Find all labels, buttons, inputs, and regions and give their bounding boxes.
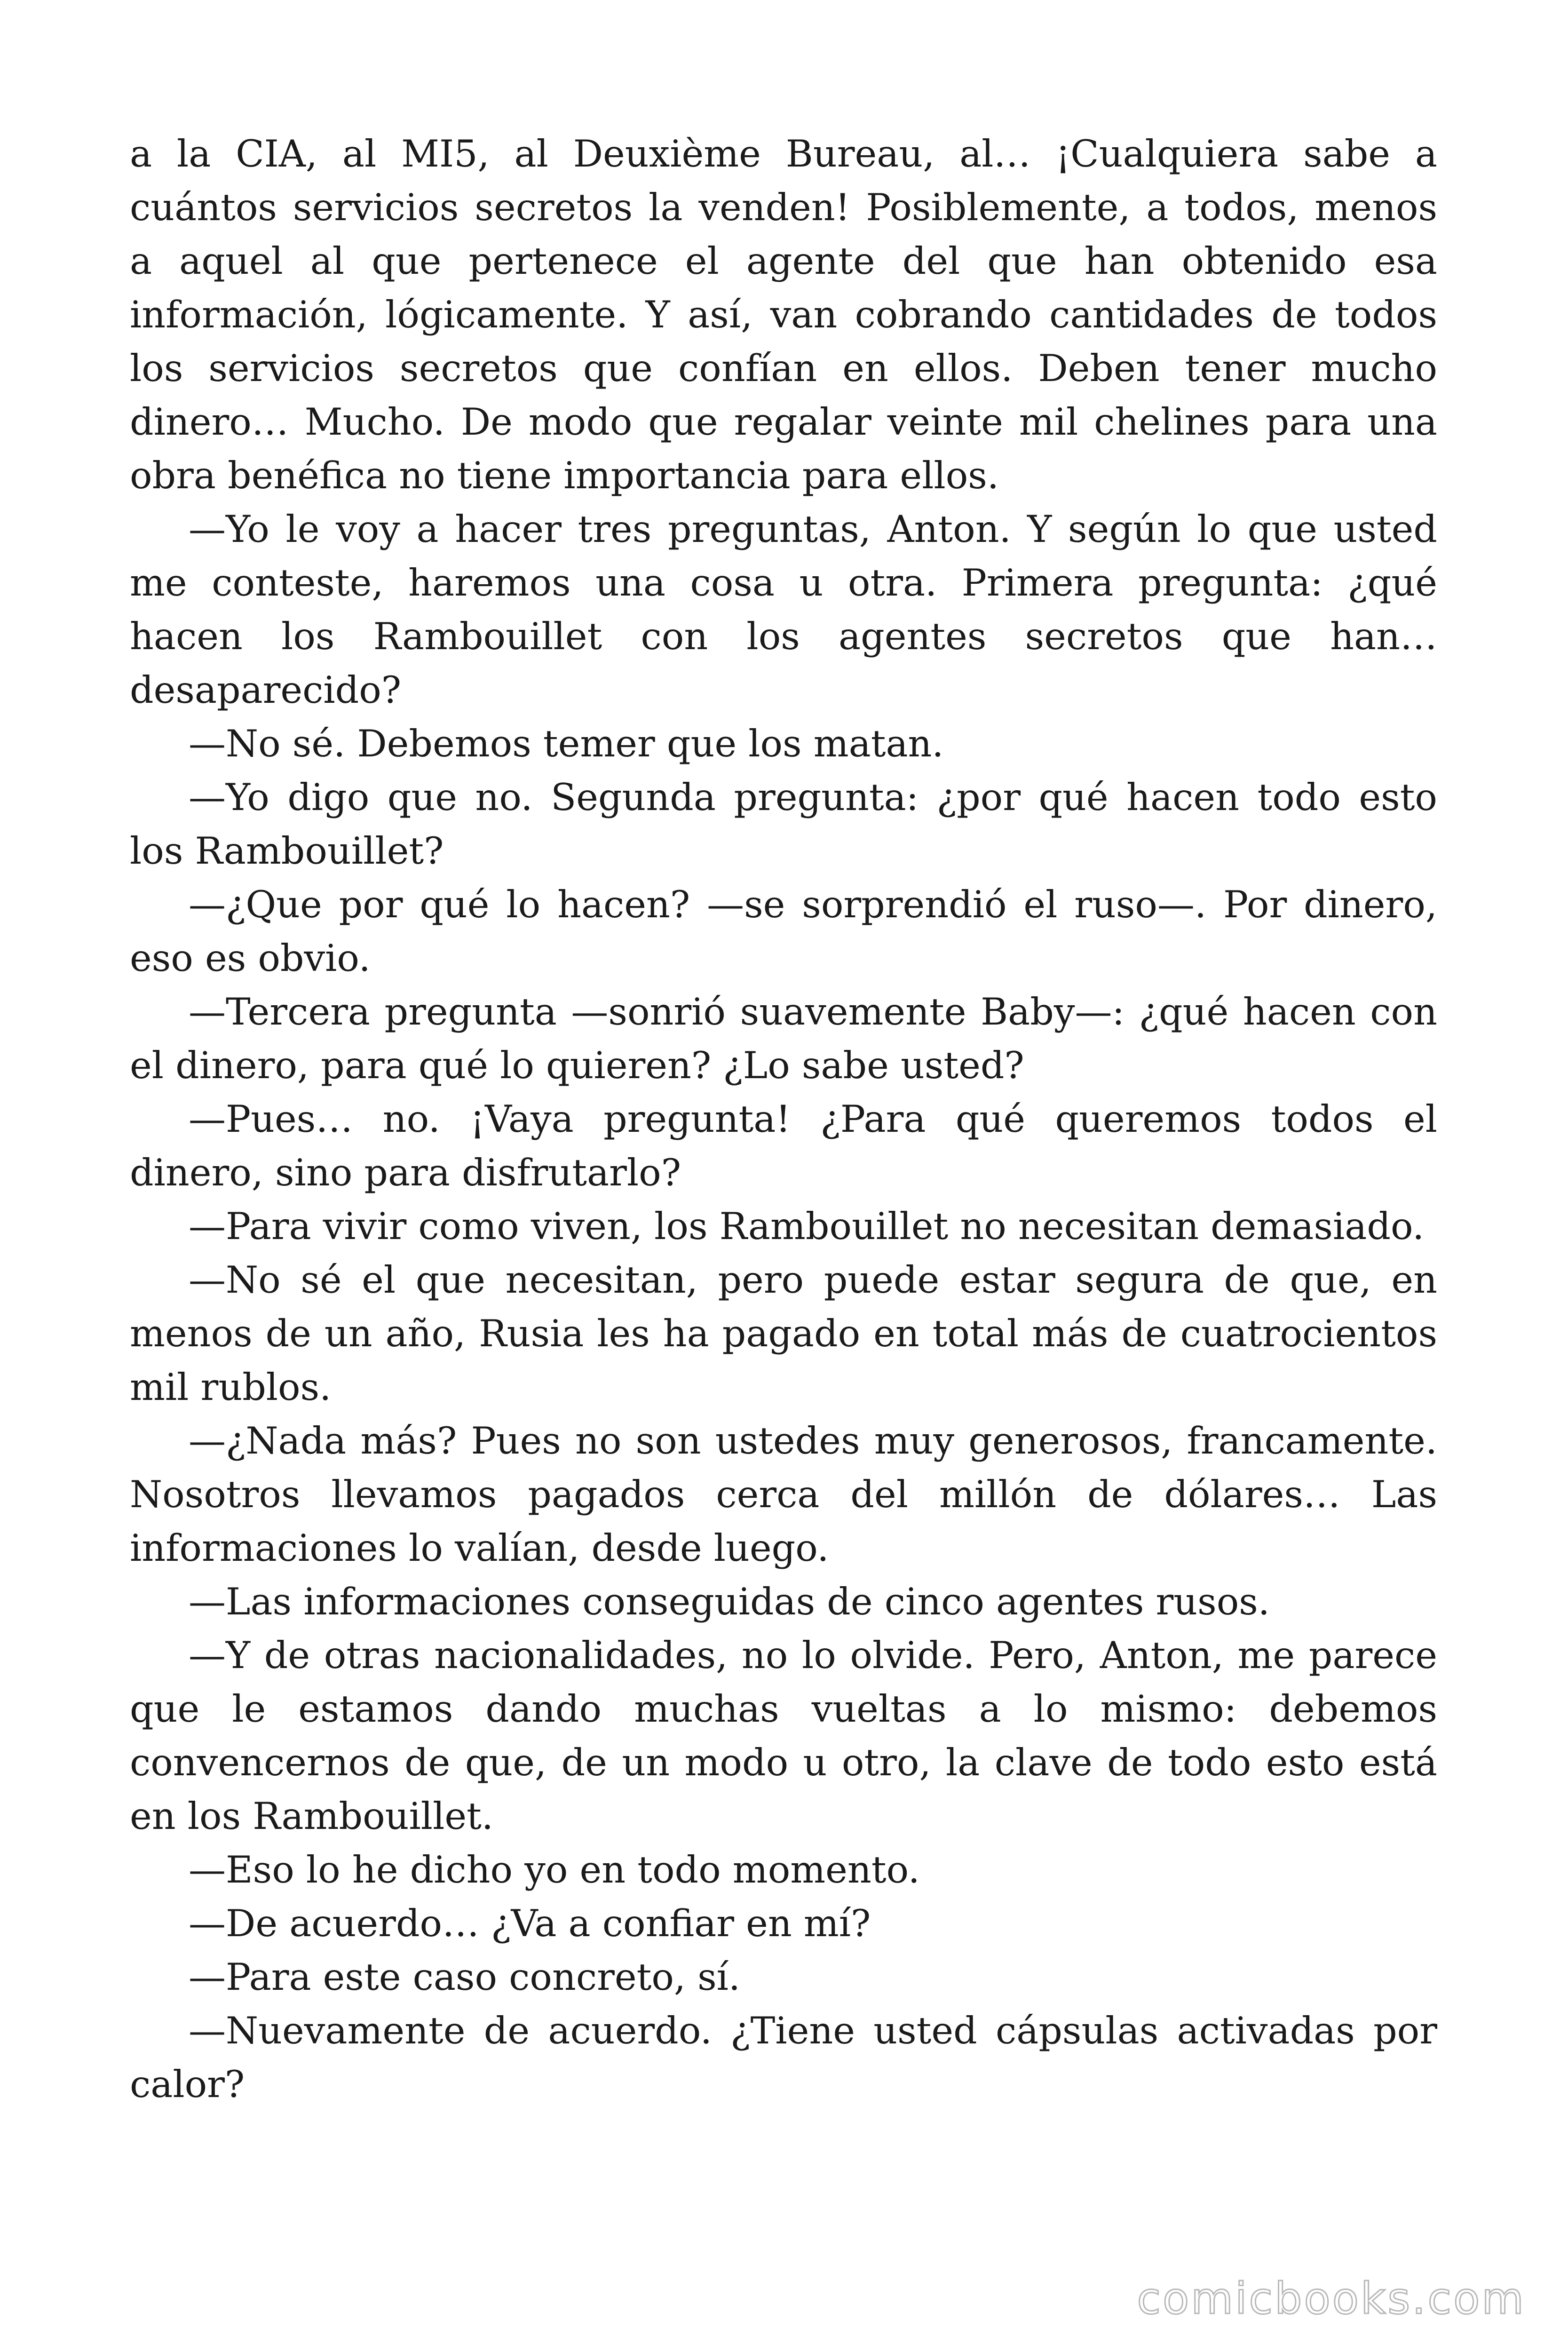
paragraph: —¿Que por qué lo hacen? —se sorprendió el ruso—. Por dinero, eso es obvio. <box>130 883 1437 980</box>
paragraph: —Yo le voy a hacer tres preguntas, Anton. Y según lo que usted me conteste, haremos una cosa u otra. Primera pregunta: ¿qué hacen los Rambouillet con los agentes secretos que han… desaparecido? <box>130 508 1437 712</box>
paragraph: —Eso lo he dicho yo en todo momento. <box>189 1848 920 1891</box>
paragraph: —Pues… no. ¡Vaya pregunta! ¿Para qué queremos todos el dinero, sino para disfrutarlo? <box>130 1097 1437 1194</box>
paragraph: —Y de otras nacionalidades, no lo olvide. Pero, Anton, me parece que le estamos dando muchas vueltas a lo mismo: debemos convencernos de que, de un modo u otro, la clave de todo esto está en los Rambouillet. <box>130 1634 1437 1838</box>
paragraph: —Las informaciones conseguidas de cinco agentes rusos. <box>189 1580 1270 1623</box>
paragraph: —No sé el que necesitan, pero puede estar segura de que, en menos de un año, Rusia les ha pagado en total más de cuatrocientos mil rublos. <box>130 1258 1437 1409</box>
paragraph: —Yo digo que no. Segunda pregunta: ¿por qué hacen todo esto los Rambouillet? <box>130 776 1437 873</box>
book-page-text <box>130 127 1437 2111</box>
paragraph: —No sé. Debemos temer que los matan. <box>189 722 944 765</box>
watermark-logo: comicbooks.com <box>1137 2273 1526 2324</box>
paragraph: —¿Nada más? Pues no son ustedes muy generosos, francamente. Nosotros llevamos pagados cerca del millón de dólares… Las informaciones lo valían, desde luego. <box>130 1419 1437 1570</box>
paragraph: a la CIA, al MI5, al Deuxième Bureau, al… ¡Cualquiera sabe a cuántos servicios secretos la venden! Posiblemente, a todos, menos a aquel al que pertenece el agente del que han obtenido esa información, lógicamente. Y así, van cobrando cantidades de todos los servicios secretos que confían en ellos. Deben tener mucho dinero… Mucho. De modo que regalar veinte mil chelines para una obra benéfica no tiene importancia para ellos. <box>130 132 1437 497</box>
paragraph: —Para este caso concreto, sí. <box>189 1955 741 1999</box>
paragraph: —Tercera pregunta —sonrió suavemente Baby—: ¿qué hacen con el dinero, para qué lo quieren? ¿Lo sabe usted? <box>130 990 1437 1087</box>
paragraph: —Nuevamente de acuerdo. ¿Tiene usted cápsulas activadas por calor? <box>130 2009 1437 2106</box>
paragraph: —Para vivir como viven, los Rambouillet no necesitan demasiado. <box>189 1205 1425 1248</box>
paragraph: —De acuerdo… ¿Va a confiar en mí? <box>189 1902 871 1945</box>
